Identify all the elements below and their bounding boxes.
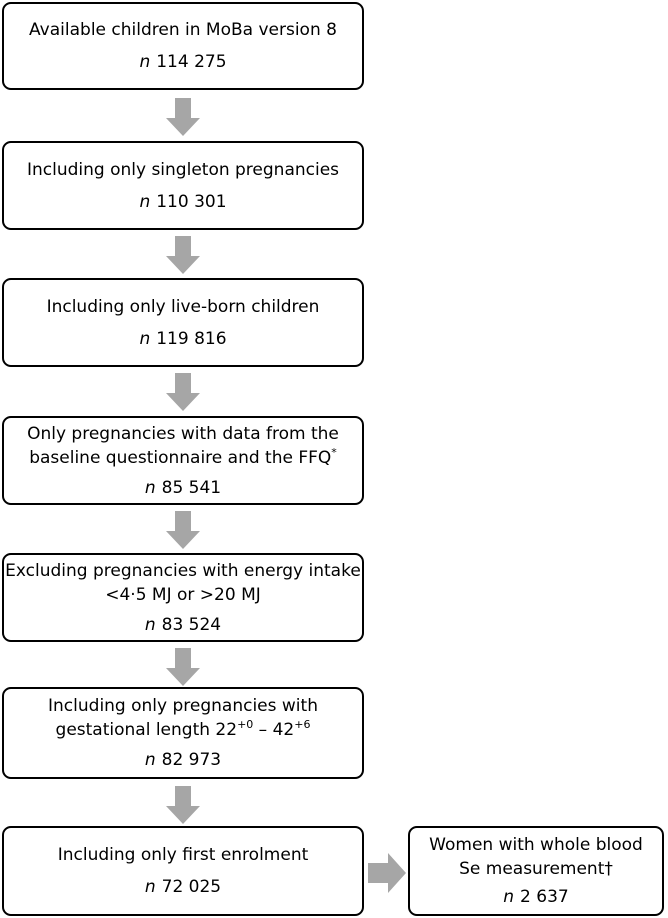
flow-box-gestational-length	[2, 687, 364, 779]
down-arrow-icon	[166, 648, 200, 686]
box-count: n 83 524	[144, 614, 222, 635]
down-arrow-icon	[166, 98, 200, 136]
box-label: Including only live-born children	[46, 296, 320, 317]
flow-box-live-born	[2, 278, 364, 367]
flow-box-baseline-ffq	[2, 416, 364, 505]
down-arrow-icon	[166, 511, 200, 549]
box-label-line1: Only pregnancies with data from the	[27, 423, 339, 444]
down-arrow-icon	[166, 373, 200, 411]
box-label-line1: Excluding pregnancies with energy intake	[5, 560, 361, 581]
box-label: Including only first enrolment	[57, 845, 309, 865]
right-arrow-icon	[368, 853, 406, 893]
box-count: n 110 301	[139, 191, 227, 212]
flow-box-whole-blood-se	[408, 826, 664, 916]
box-label-line2: <4·5 MJ or >20 MJ	[105, 584, 261, 605]
box-label-line2: baseline questionnaire and the FFQ*	[29, 445, 337, 468]
flow-box-energy-intake	[2, 553, 364, 642]
flow-box-singleton	[2, 141, 364, 230]
down-arrow-icon	[166, 786, 200, 824]
box-label: Including only singleton pregnancies	[26, 159, 340, 180]
flow-box-first-enrolment	[2, 826, 364, 916]
box-count: n 119 816	[139, 328, 227, 349]
box-count: n 72 025	[144, 877, 222, 897]
box-label: Available children in MoBa version 8	[29, 20, 337, 40]
box-label-line2: Se measurement†	[459, 859, 613, 879]
flow-box-available-children	[2, 2, 364, 90]
box-count: n 114 275	[139, 52, 227, 72]
box-label-line1: Including only pregnancies with	[48, 696, 318, 716]
box-label-line2: gestational length $22^{+0} - 42^{+6}$	[55, 718, 311, 740]
box-count: n 85 541	[144, 477, 222, 498]
box-count: n 82 973	[144, 750, 222, 770]
down-arrow-icon	[166, 236, 200, 274]
box-label-line1: Women with whole blood	[429, 835, 643, 855]
box-count: n 2 637	[503, 887, 569, 907]
